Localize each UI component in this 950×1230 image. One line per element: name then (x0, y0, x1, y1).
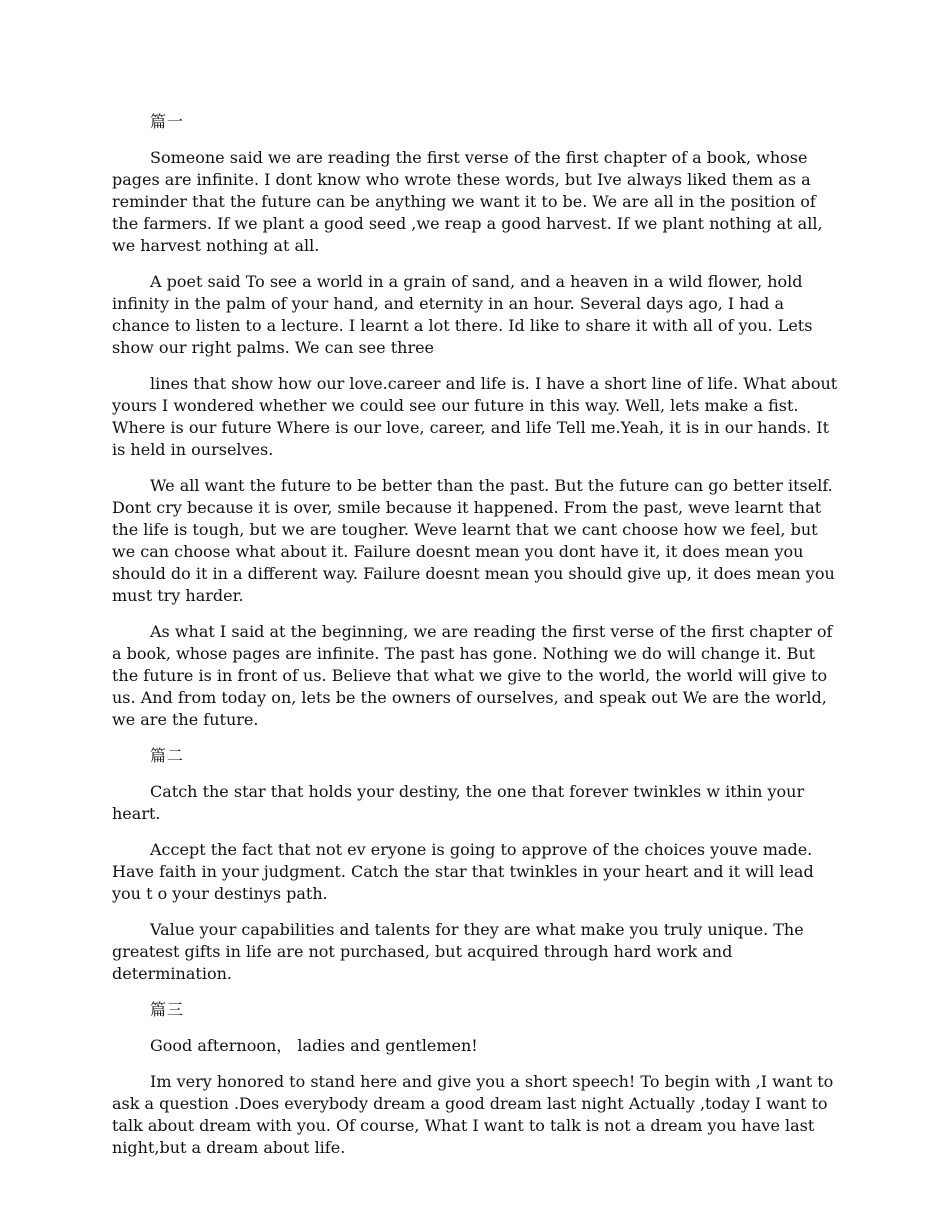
paragraph: Good afternoon， ladies and gentlemen! (150, 1036, 478, 1055)
section-1 (112, 111, 840, 731)
paragraph: lines that show how our love.career and life is. I have a short line of life. What about yours I wondered whether we could see our future in this way. Well, lets make a fist. Where is our future Where is our love, career, and life Tell me.Yeah, it is in our hands. It is held in ourselves. (112, 374, 838, 459)
section-heading: 篇三 (150, 1000, 185, 1019)
section-3 (112, 999, 840, 1159)
paragraph: Catch the star that holds your destiny, the one that forever twinkles w ithin your heart. (112, 782, 805, 823)
section-heading: 篇一 (150, 112, 185, 131)
paragraph: Value your capabilities and talents for they are what make you truly unique. The greatest gifts in life are not purchased, but acquired through hard work and determination. (112, 920, 804, 983)
paragraph: Im very honored to stand here and give you a short speech! To begin with ,I want to ask a question .Does everybody dream a good dream last night Actually ,today I want to talk about dream with you. Of course, What I want to talk is not a dream you have last night,but a dream about life. (112, 1072, 834, 1157)
paragraph: A poet said To see a world in a grain of sand, and a heaven in a wild flower, hold infinity in the palm of your hand, and eternity in an hour. Several days ago, I had a chance to listen to a lecture. I learnt a lot there. Id like to share it with all of you. Lets show our right palms. We can see three (112, 272, 813, 357)
paragraph: Accept the fact that not ev eryone is going to approve of the choices youve made. Have faith in your judgment. Catch the star that twinkles in your heart and it will lead you t o your destinys path. (112, 840, 814, 903)
section-heading: 篇二 (150, 746, 185, 765)
document-page (112, 111, 840, 1173)
paragraph: As what I said at the beginning, we are reading the first verse of the first chapter of a book, whose pages are infinite. The past has gone. Nothing we do will change it. But the future is in front of us. Believe that what we give to the world, the world will give to us. And from today on, lets be the owners of ourselves, and speak out We are the world, we are the future. (112, 622, 833, 729)
section-2 (112, 745, 840, 985)
paragraph: We all want the future to be better than the past. But the future can go better itself. Dont cry because it is over, smile because it happened. From the past, weve learnt that the life is tough, but we are tougher. Weve learnt that we cant choose how we feel, but we can choose what about it. Failure doesnt mean you dont have it, it does mean you should do it in a different way. Failure doesnt mean you should give up, it does mean you must try harder. (112, 476, 835, 605)
paragraph: Someone said we are reading the first verse of the first chapter of a book, whose pages are infinite. I dont know who wrote these words, but Ive always liked them as a reminder that the future can be anything we want it to be. We are all in the position of the farmers. If we plant a good seed ,we reap a good harvest. If we plant nothing at all, we harvest nothing at all. (112, 148, 823, 255)
